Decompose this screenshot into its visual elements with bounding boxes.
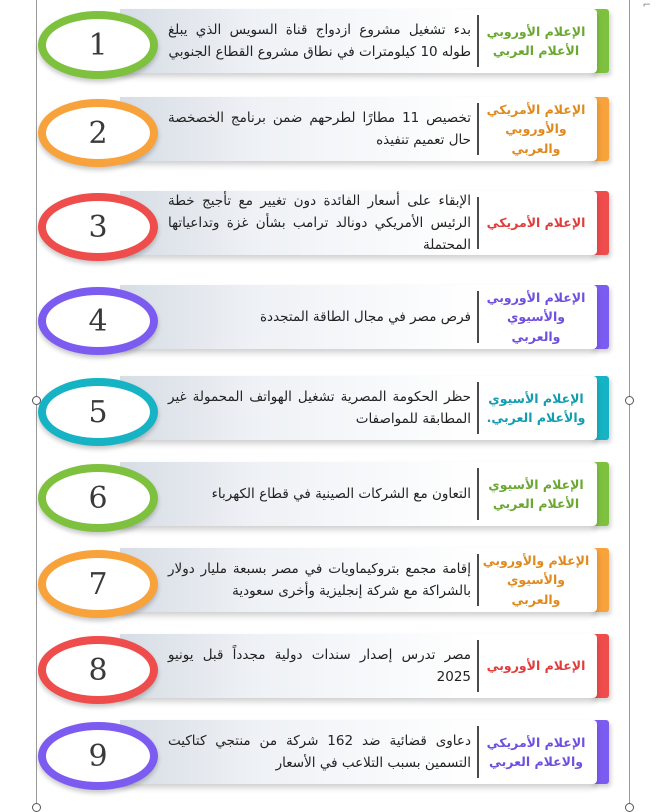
resize-handle-bottom-right[interactable] <box>625 803 634 812</box>
item-separator <box>477 382 479 434</box>
item-number-ring <box>38 550 158 618</box>
item-number-ring <box>38 464 158 532</box>
item-number: 6 <box>88 480 108 516</box>
item-media-label: الإعلام الأمريكي <box>486 215 586 231</box>
item-separator <box>477 291 479 343</box>
item-media-label: الإعلام الأمريكي والاعلام العربي <box>486 734 586 769</box>
item-text: فرص مصر في مجال الطاقة المتجددة <box>259 308 471 325</box>
infographic-item <box>38 281 613 361</box>
item-number-ring <box>38 193 158 261</box>
item-separator <box>477 468 479 520</box>
infographic-item <box>38 93 613 173</box>
item-media-label: الإعلام الأسيوي الأعلام العربي <box>488 476 584 511</box>
item-separator <box>477 197 479 249</box>
anchor-icon: ⌐ <box>642 0 651 11</box>
item-separator <box>477 640 479 692</box>
item-separator <box>477 15 479 67</box>
infographic-item <box>38 458 613 538</box>
item-number-ring <box>38 378 158 446</box>
item-text: حظر الحكومة المصرية تشغيل الهواتف المحمولة غير المطابقة للمواصفات <box>168 388 471 427</box>
item-separator <box>477 726 479 778</box>
item-number: 7 <box>88 566 108 602</box>
item-media-label: الإعلام الأمريكي والأوروبي والعربي <box>486 101 586 156</box>
infographic-item <box>38 187 613 267</box>
item-number-ring <box>38 722 158 790</box>
item-text: إقامة مجمع بتروكيماويات في مصر بسبعة مليار دولار بالشراكة مع شركة إنجليزية وأخرى سعودية <box>168 560 471 599</box>
item-text: التعاون مع الشركات الصينية في قطاع الكهرباء <box>211 485 471 502</box>
infographic-item <box>38 544 613 624</box>
item-separator <box>477 554 479 606</box>
item-text: دعاوى قضائية ضد 162 شركة من منتجي كتاكيت التسمين بسبب التلاعب في الأسعار <box>168 732 471 771</box>
resize-handle-right[interactable] <box>625 396 634 405</box>
item-separator <box>477 103 479 155</box>
infographic-item <box>38 372 613 452</box>
item-media-label: الإعلام الأسيوي والأعلام العربي. <box>486 390 586 425</box>
item-number: 1 <box>88 27 108 63</box>
item-media-label: الإعلام الأوروبي والأسيوي والعربي <box>486 289 586 344</box>
infographic-item <box>38 630 613 710</box>
item-number: 9 <box>88 738 108 774</box>
item-number: 8 <box>88 652 108 688</box>
item-text: الإبقاء على أسعار الفائدة دون تغيير مع تأجيج خطة الرئيس الأمريكي دونالد ترامب بشأن غزة وتداعياتها المحتملة <box>168 192 471 254</box>
item-number: 4 <box>88 303 108 339</box>
item-number: 5 <box>88 394 108 430</box>
infographic-item <box>38 5 613 85</box>
item-text: مصر تدرس إصدار سندات دولية مجدداً قبل يونيو 2025 <box>168 646 471 685</box>
item-number-ring <box>38 287 158 355</box>
item-media-label: الإعلام الأوروبي الأعلام العربي <box>486 23 586 58</box>
item-media-label: الإعلام والأوروبي والأسيوي والعربي <box>482 552 590 607</box>
item-number-ring <box>38 99 158 167</box>
item-media-label: الإعلام الأوروبي <box>486 658 586 674</box>
item-number-ring <box>38 11 158 79</box>
item-number-ring <box>38 636 158 704</box>
item-number: 2 <box>88 115 108 151</box>
item-text: تخصيص 11 مطارًا لطرحهم ضمن برنامج الخصخصة حال تعميم تنفيذه <box>168 109 471 148</box>
item-number: 3 <box>88 209 108 245</box>
infographic-item <box>38 716 613 796</box>
item-text: بدء تشغيل مشروع ازدواج قناة السويس الذي يبلغ طوله 10 كيلومترات في نطاق مشروع القطاع الجنوبي <box>168 21 471 60</box>
resize-handle-bottom-left[interactable] <box>32 803 41 812</box>
